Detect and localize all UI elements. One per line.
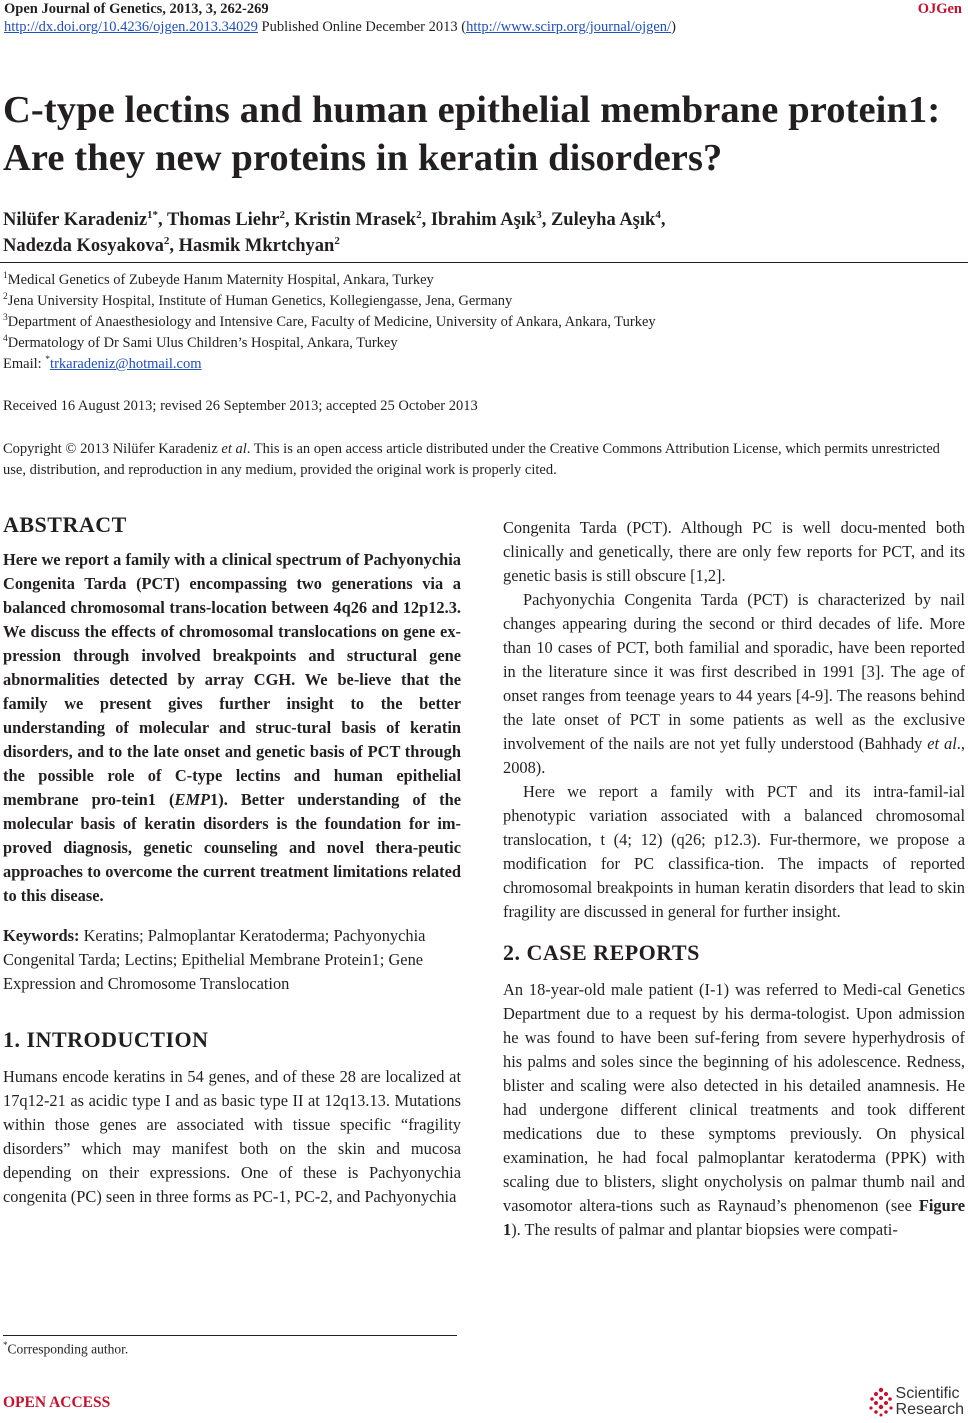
case-text-post: ). The results of palmar and plantar biopsies were compati- bbox=[511, 1220, 898, 1239]
logo-wordmark bbox=[896, 1386, 964, 1418]
title-line-1: C-type lectins and human epithelial membrane protein1: bbox=[3, 89, 941, 131]
intro-continued-paragraph: Congenita Tarda (PCT). Although PC is well docu-mented both clinically and genetically, there are only few reports for PCT, and its genetic basis is still obscure [1,2]. bbox=[503, 518, 965, 585]
pct-etal: et al bbox=[927, 734, 957, 753]
published-online: Published Online December 2013 ( bbox=[257, 19, 467, 35]
affil-text: Jena University Hospital, Institute of Human Genetics, Kollegiengasse, Jena, Germany bbox=[7, 293, 513, 309]
publisher-logo-icon bbox=[868, 1387, 894, 1417]
header-divider bbox=[0, 262, 968, 263]
keywords-text: Keratins; Palmoplantar Keratoderma; Pachyonychia Congenital Tarda; Lectins; Epithelial Membrane Protein1; Gene Expression and Chromosome Translocation bbox=[3, 926, 426, 993]
copyright-pre: Copyright © 2013 Nilüfer Karadeniz bbox=[3, 441, 222, 457]
abstract-text-pre: Here we report a family with a clinical spectrum of Pachyonychia Congenita Tarda (PCT) encompassing two generations via a balanced chromosomal trans-location between 4q26 and 12p12.3. We discuss the effects of chromosomal translocations on gene ex-pression through involved breakpoints and structural gene abnormalities detected by array CGH. We be-lieve that the family we present gives further insight to the better understanding of molecular and struc-tural basis of keratin disorders, and to the late onset and genetic basis of PCT through the possible role of C-type lectins and human epithelial membrane pro-tein1 ( bbox=[3, 550, 461, 809]
abstract-heading: ABSTRACT bbox=[3, 512, 127, 537]
pct-text-post: ., 2008). bbox=[503, 734, 965, 777]
title-line-2: Are they new proteins in keratin disorders? bbox=[3, 137, 723, 179]
affil-text: Department of Anaesthesiology and Intensive Care, Faculty of Medicine, University of Ankara, Ankara, Turkey bbox=[7, 314, 656, 330]
doi-link[interactable]: http://dx.doi.org/10.4236/ojgen.2013.34029 bbox=[4, 19, 258, 35]
abstract-gene-name: EMP bbox=[174, 790, 211, 809]
copyright-notice bbox=[3, 439, 965, 481]
author-sep: , bbox=[660, 210, 666, 230]
affiliation bbox=[3, 312, 963, 333]
author: Kristin Mrasek bbox=[294, 210, 417, 230]
author-sep: , bbox=[158, 210, 167, 230]
author: Nadezda Kosyakova bbox=[3, 236, 164, 256]
author: Hasmik Mkrtchyan bbox=[178, 236, 335, 256]
footnote-divider bbox=[3, 1335, 457, 1336]
email-link[interactable]: trkaradeniz@hotmail.com bbox=[50, 356, 202, 372]
scientific-research-logo bbox=[868, 1386, 964, 1418]
author: Zuleyha Aşık bbox=[550, 210, 656, 230]
author: Thomas Liehr bbox=[166, 210, 280, 230]
right-column bbox=[503, 516, 965, 1242]
author-list bbox=[3, 207, 963, 259]
author-sep: , bbox=[169, 236, 179, 256]
author-sep: , bbox=[285, 210, 295, 230]
affil-sup: 2 bbox=[3, 292, 8, 303]
received-dates: Received 16 August 2013; revised 26 September 2013; accepted 25 October 2013 bbox=[3, 398, 478, 414]
author-sup: 2 bbox=[334, 234, 340, 247]
footnote-sup: * bbox=[3, 1340, 8, 1350]
journal-short-name: OJGen bbox=[917, 1, 962, 17]
introduction-paragraph: Humans encode keratins in 54 genes, and of these 28 are localized at 17q12-21 as acidic type I and as basic type II at 12q13.13. Mutations within those genes are associated with tissue specific “fragility disorders” which may manifest both on the skin and mucosa depending on their expressions. One of these is Pachyonychia congenita (PC) seen in three forms as PC-1, PC-2, and Pachyonychia bbox=[3, 1067, 461, 1206]
keywords bbox=[3, 924, 461, 996]
affiliation bbox=[3, 291, 963, 312]
email-sup: * bbox=[45, 355, 51, 366]
author-sep: , bbox=[541, 210, 551, 230]
author-sup: 2 bbox=[416, 208, 422, 221]
family-report-paragraph: Here we report a family with PCT and its intra-famil-ial phenotypic variation associated with a balanced chromosomal translocation, t (4; 12) (q26; p12.3). Fur-thermore, we propose a modification for PC classifica-tion. The impacts of reported chromosomal breakpoints in human keratin disorders that lead to skin fragility are discussed in general for further insight. bbox=[503, 782, 965, 921]
author: Ibrahim Aşık bbox=[430, 210, 537, 230]
case-reports-heading: 2. CASE REPORTS bbox=[503, 940, 700, 965]
affil-text: Medical Genetics of Zubeyde Hanım Maternity Hospital, Ankara, Turkey bbox=[7, 272, 434, 288]
introduction-heading: 1. INTRODUCTION bbox=[3, 1027, 209, 1052]
case-text-pre: An 18-year-old male patient (I-1) was referred to Medi-cal Genetics Department due to a request by his derma-tologist. Upon admission he was found to have been suf-fering from severe hyperhydrosis of his palms and soles since the beginning of his adolescence. Redness, blister and scaling were also detected in his detailed anamnesis. He had undergone different clinical treatments and took different medications due to these symptoms previously. On physical examination, he had focal palmoplantar keratoderma (PPK) with scaling due to blisters, slight onycholysis on palmar thumb nail and vasomotor altera-tions such as Raynaud’s phenomenon (see bbox=[503, 980, 965, 1215]
pct-paragraph bbox=[503, 588, 965, 780]
author-sup: 2 bbox=[279, 208, 286, 221]
logo-line-2: Research bbox=[895, 1401, 964, 1418]
author-sup: 3 bbox=[536, 208, 542, 221]
open-access-label: OPEN ACCESS bbox=[3, 1394, 111, 1411]
doi-line bbox=[4, 19, 676, 36]
case-report-paragraph bbox=[503, 978, 965, 1242]
author-sep: , bbox=[421, 210, 431, 230]
email-line bbox=[3, 354, 963, 375]
abstract-text bbox=[3, 548, 461, 908]
journal-url-link[interactable]: http://www.scirp.org/journal/ojgen/ bbox=[466, 19, 672, 35]
author-sup: 1* bbox=[147, 208, 159, 221]
affiliations bbox=[3, 270, 963, 375]
article-title bbox=[3, 86, 963, 182]
figure-reference[interactable]: Figure 1 bbox=[503, 1196, 965, 1239]
affil-text: Dermatology of Dr Sami Ulus Children’s Hospital, Ankara, Turkey bbox=[7, 335, 398, 351]
email-label: Email: bbox=[3, 356, 46, 372]
affil-sup: 4 bbox=[3, 334, 8, 345]
footnote-text: Corresponding author. bbox=[7, 1341, 129, 1357]
pct-text-pre: Pachyonychia Congenita Tarda (PCT) is characterized by nail changes appearing during the second or third decades of life. More than 10 cases of PCT, both familial and sporadic, have been reported in the literature since it was first described in 1991 [3]. The age of onset ranges from teenage years to 44 years [4-9]. The reasons behind the late onset of PCT in some patients as well as the exclusive involvement of the nails are not yet fully understood (Bahhady bbox=[503, 590, 965, 753]
author-sup: 4 bbox=[655, 208, 661, 221]
affil-sup: 3 bbox=[3, 313, 8, 324]
abstract-text-post: 1). Better understanding of the molecular basis of keratin disorders is the foundation for im-proved diagnosis, genetic counseling and novel thera-peutic approaches to overcome the current treatment limitations related to this disease. bbox=[3, 790, 461, 905]
keywords-label: Keywords: bbox=[3, 926, 80, 945]
footnote bbox=[3, 1340, 128, 1358]
close-paren: ) bbox=[671, 19, 676, 35]
journal-citation: Open Journal of Genetics, 2013, 3, 262-269 bbox=[4, 1, 269, 17]
affiliation bbox=[3, 270, 963, 291]
copyright-etal: et al bbox=[221, 441, 247, 457]
affiliation bbox=[3, 333, 963, 354]
logo-line-1: Scientific bbox=[895, 1385, 960, 1402]
author: Nilüfer Karadeniz bbox=[3, 210, 148, 230]
affil-sup: 1 bbox=[3, 271, 8, 282]
author-sup: 2 bbox=[163, 234, 170, 247]
copyright-post: . This is an open access article distributed under the Creative Commons Attribution License, which permits unrestricted use, distribution, and reproduction in any medium, provided the original work is properly cited. bbox=[3, 441, 940, 478]
left-column bbox=[3, 512, 461, 1209]
